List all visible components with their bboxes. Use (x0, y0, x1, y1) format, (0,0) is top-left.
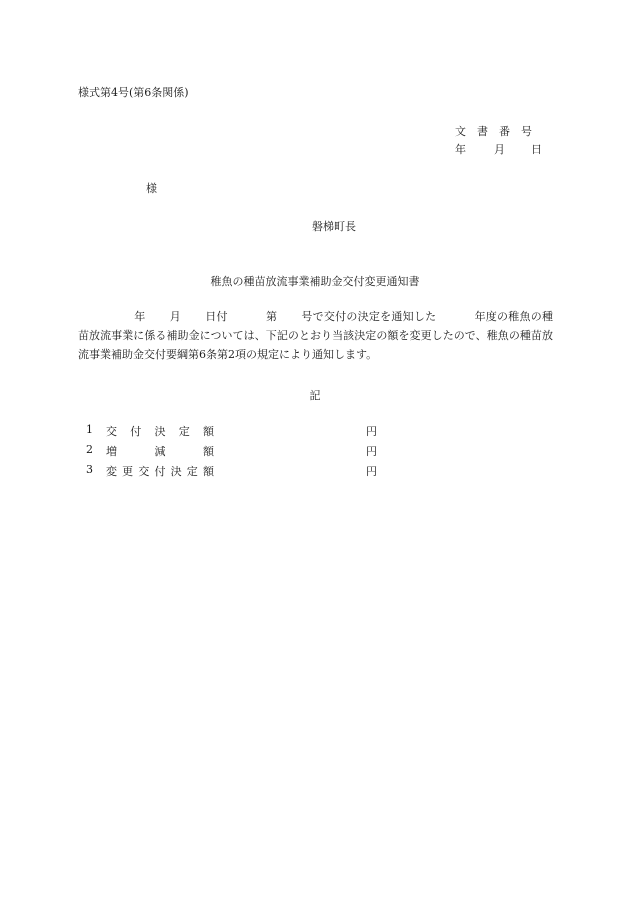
label-char: 定 (178, 425, 190, 438)
item-unit: 円 (366, 425, 377, 438)
body-month: 月 (169, 310, 181, 323)
item-unit: 円 (366, 445, 377, 458)
label-char: 額 (203, 425, 214, 438)
label-char: 定 (186, 465, 198, 478)
body-sentence-a: 号で交付の決定を通知した (301, 310, 437, 323)
body-dai: 第 (265, 310, 278, 323)
document-number-label: 文書番号 (455, 125, 543, 138)
label-char: 決 (154, 425, 166, 438)
item-number: 3 (86, 463, 93, 476)
item-label (106, 463, 214, 479)
label-char: 付 (130, 425, 142, 438)
body-date-suffix: 日付 (204, 310, 228, 323)
body-year: 年 (134, 310, 146, 323)
form-number: 様式第4号(第6条関係) (78, 86, 189, 99)
label-char: 交 (138, 465, 150, 478)
document-title: 稚魚の種苗放流事業補助金交付変更通知書 (210, 275, 420, 288)
body-sentence-b: 年度の稚魚の種苗放流事業に係る補助金については、下記のとおり当該決定の額を変更したので、稚魚の種苗放流事業補助金交付要綱第6条第2項の規定により通知します。 (78, 310, 554, 361)
ki-heading: 記 (309, 389, 321, 402)
date-year: 年 (455, 143, 466, 156)
item-unit: 円 (366, 465, 377, 478)
document-date (455, 141, 542, 157)
label-char: 付 (154, 465, 166, 478)
item-number: 2 (86, 443, 93, 456)
label-char: 額 (202, 465, 214, 478)
label-char: 交 (106, 425, 117, 438)
label-char: 増 (106, 445, 117, 458)
date-month: 月 (494, 143, 505, 156)
item-label (106, 443, 214, 459)
item-number: 1 (86, 423, 93, 436)
addressee: 様 (146, 182, 157, 195)
label-char: 減 (154, 445, 166, 458)
label-char: 額 (203, 445, 214, 458)
date-day: 日 (531, 143, 542, 156)
label-char: 更 (122, 465, 134, 478)
sender-name: 磐梯町長 (312, 220, 356, 233)
notice-body (78, 307, 553, 364)
label-char: 決 (170, 465, 182, 478)
label-char: 変 (106, 465, 117, 478)
item-label (106, 423, 214, 439)
